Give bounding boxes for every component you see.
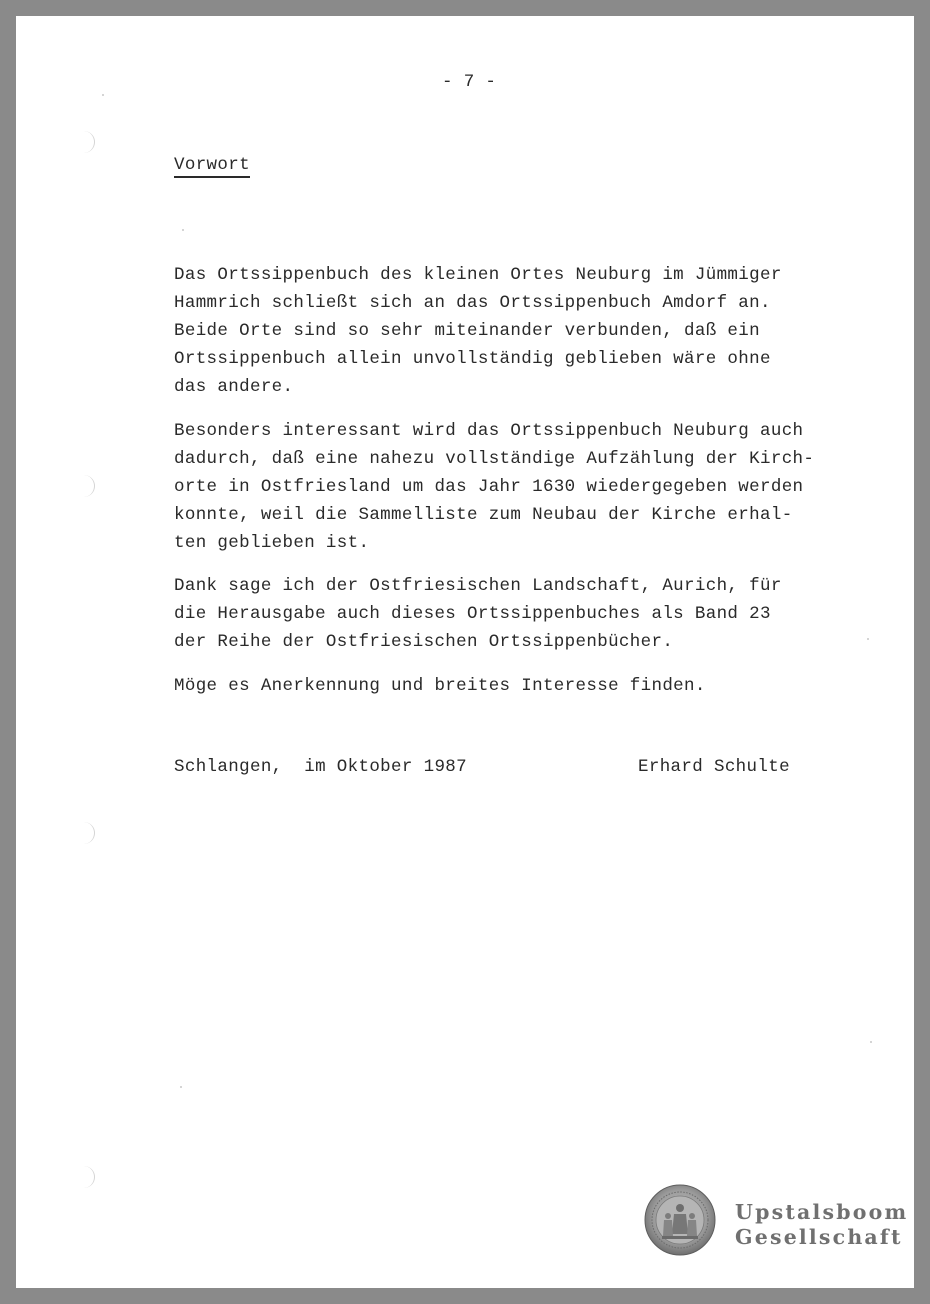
punch-hole-mark [80, 131, 95, 153]
page-heading: Vorwort [174, 155, 250, 178]
text-line: Dank sage ich der Ostfriesischen Landschaft, Aurich, für [174, 576, 782, 596]
author-signature: Erhard Schulte [638, 757, 790, 777]
text-line: Besonders interessant wird das Ortssippenbuch Neuburg auch [174, 421, 804, 441]
scan-speck [870, 1041, 872, 1043]
watermark-line-2: Gesellschaft [735, 1225, 903, 1249]
punch-hole-mark [80, 1166, 95, 1188]
text-line: Das Ortssippenbuch des kleinen Ortes Neuburg im Jümmiger [174, 265, 782, 285]
text-line: der Reihe der Ostfriesischen Ortssippenbücher. [174, 632, 674, 652]
text-line: dadurch, daß eine nahezu vollständige Aufzählung der Kirch- [174, 449, 815, 469]
scan-speck [180, 1086, 182, 1088]
text-line: orte in Ostfriesland um das Jahr 1630 wiedergegeben werden [174, 477, 804, 497]
text-line: das andere. [174, 377, 294, 397]
text-line: ten geblieben ist. [174, 533, 370, 553]
text-line: Hammrich schließt sich an das Ortssippenbuch Amdorf an. [174, 293, 771, 313]
page-number: - 7 - [442, 72, 497, 92]
place-and-date: Schlangen, im Oktober 1987 [174, 757, 467, 777]
text-line: Beide Orte sind so sehr miteinander verbunden, daß ein [174, 321, 760, 341]
document-page [16, 16, 914, 1288]
text-line: die Herausgabe auch dieses Ortssippenbuches als Band 23 [174, 604, 771, 624]
punch-hole-mark [80, 822, 95, 844]
seal-icon [644, 1184, 716, 1256]
scan-speck [102, 94, 104, 96]
scan-speck [182, 229, 184, 231]
text-line: Ortssippenbuch allein unvollständig geblieben wäre ohne [174, 349, 771, 369]
text-line: Möge es Anerkennung und breites Interesse finden. [174, 676, 706, 696]
watermark-line-1: Upstalsboom [735, 1200, 909, 1224]
punch-hole-mark [80, 475, 95, 497]
text-line: konnte, weil die Sammelliste zum Neubau der Kirche erhal- [174, 505, 793, 525]
scan-speck [867, 638, 869, 640]
